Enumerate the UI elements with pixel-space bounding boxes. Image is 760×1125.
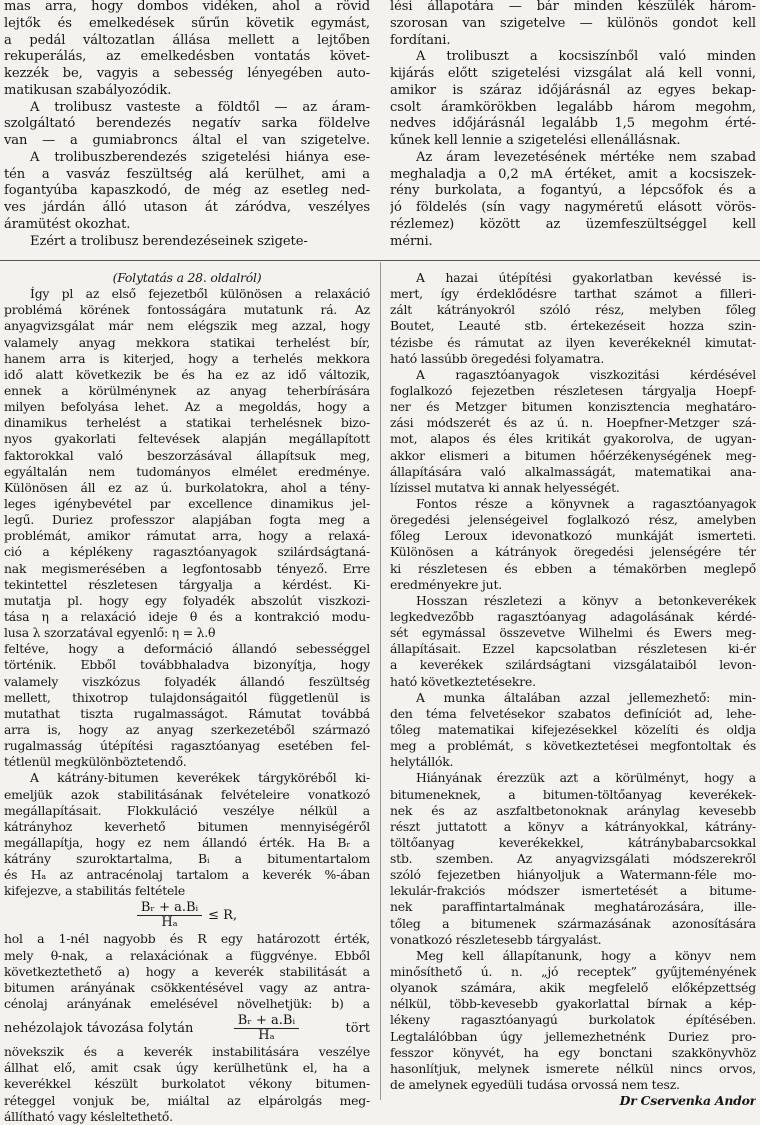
text-line: akkor elismeri a bitumen hőérzékenységének meg- [390,447,756,463]
text-line: lejtők és emelkedések sűrűn követik egymást, [4,15,370,31]
text-line: mutatja pl. hogy egy folyadék abszolút viszkozi- [4,592,370,608]
text-line: rekuperálás, az emelkedésben vontatás követ- [4,49,370,65]
text-line: nak megismerésében a legfontosabb tényező. Erre [4,560,370,576]
text-line: öregedési jelenségeivel foglalkozó rész, amelyben [390,512,756,528]
text-line: problémát, amikor rámutat arra, hogy a relaxá- [4,528,370,544]
text-line: milyen befolyása lehet. Az a megoldás, hogy a [4,399,370,415]
text-line: ható lassúbb öregedési folyamatra. [390,350,605,366]
text-line: van — a gumiabroncs által el van szigetelve. [4,133,370,148]
text-line: megállapításait. Flokkuláció veszélye nélkül a [4,802,370,818]
text-line: szorosan van szigetelve — különös gondot kell [390,15,756,31]
text-line: keverékkel készült burkolatot vékony bitumen- [4,1076,370,1092]
section-divider [0,260,760,261]
text-line: zált kátrányokról szóló rész, melyben főleg [390,302,756,318]
text-line: csolt áramkörökben legalább három megohm, [390,99,756,115]
text-line: Ezért a trolibusz berendezéseinek szigete- [30,233,308,249]
review-right-column [390,270,756,1109]
text-line: rézlemez) között az üzemfeszültséggel kell [390,216,756,232]
text-line: amikor is száraz időjárásnál az egyes bekap- [390,82,756,98]
text-line: de amelynek egyedüli tudása orvossá nem tesz. [390,1077,680,1093]
text-line: nek paraffintartalmának meghatározására, ille- [390,899,756,915]
text-line: ció a képlékeny ragasztóanyagok szilárdságtaná- [4,544,370,560]
text-line: bitumeneknek, a bitumen-töltőanyag keverékek- [390,786,756,802]
text-line: legkedvezőbb ragasztóanyag adagolásának kérdé- [390,608,756,624]
text-line: Hiányának érezzük azt a körülményt, hogy a [416,770,756,786]
text-line: fesszor könyvét, ha egy bonctani szakkönyvhöz [390,1044,756,1060]
text-line: hanem arra is kiterjed, hogy a terhelés mekkora [4,350,370,366]
text-line: ki részletesen és ebben a témakörben meglepő [390,560,756,576]
text-line: A munka általában azzal jellemezhető: min- [416,689,756,705]
text-line: meg a problémát, s következtetései megfontoltak és [390,738,756,754]
text-line: valamely viszkózus folyadék állandó feszültség [4,673,370,689]
text-line: anyagvizsgálat már nem elégszik meg azzal, hogy [4,318,370,334]
text-line: állapítására való alkalmasságát, matematikai ana- [390,463,756,479]
text-line: szolgáltató berendezés negatív sarka földelve [4,116,370,132]
text-line: bitumen arányának csökkentésével vagy az antra- [4,979,370,995]
text-line: helytállók. [390,754,454,770]
text-line: lékeny ragasztóanyagú burkolatok építésében. [390,1012,756,1028]
text-line: nek és az aszfaltbetonoknak aránylag kevesebb [390,802,756,818]
formula-numerator: Bᵣ + a.Bᵢ [234,1014,299,1029]
text-line: mely θ-nak, a relaxációnak a függvénye. Ebből [4,947,370,963]
formula-numerator: Bᵣ + a.Bᵢ [137,901,202,916]
review-left-column [4,270,370,1125]
text-line: ható következtetésekre. [390,673,536,689]
text-line: ner és Metzger bitumen konzisztencia meghatáro- [390,399,756,415]
text-line: állítható vagy késleltethető. [4,1108,173,1124]
text-line: részt juttatott a könyv a kátrányokkal, kátrány- [390,818,756,834]
text-line: matikusan szabályozódik. [4,82,172,98]
text-line: meghaladja a 0,2 mA értéket, amit a kocsiszek- [390,166,756,182]
text-line: arra is, hogy az anyag szerkezetéből származó [4,721,370,737]
text-line: szóló fejezetben hiányoljuk a Watermann-féle mo- [390,867,756,883]
text-line: rugalmasság útépítési ragasztóanyag esetében fel- [4,738,370,754]
formula-denominator: Hₐ [161,914,178,930]
text-line: jó földelés (sín vagy nagyméretű elásott vörös- [390,200,756,215]
text-line: fogantyúba kapaszkodó, de még az esetleg ned- [4,183,370,199]
text-line: rény burkolata, a fogantyú, a lépcsőfok és a [390,183,756,199]
text-line: sét egymással összevetve Wilhelmi és Ewers meg- [390,625,756,641]
article-top-right-column [390,0,756,250]
text-line: nélkül, több-kevesebb gyakorlattal bírnak a kép- [390,996,756,1012]
text-line: ves járdán álló utason át záródva, veszélyes [4,200,370,215]
text-line: A hazai útépítési gyakorlatban kevéssé is- [416,270,756,285]
text-line: vonatkozó részletesebb tárgyalást. [390,931,602,947]
text-line: következtethető a) hogy a keverék stabilitását a [4,963,370,979]
text-line: stb. szemben. Az anyagvizsgálati módszerekről [390,851,756,867]
text-line: Legtalálóbban úgy jellemezhetnénk Duriez pro- [390,1028,756,1044]
text-line: kűnek kell lennie a szigetelési ellenállásnak. [390,133,681,148]
text-line: Hosszan részletezi a könyv a betonkeverékek [416,592,756,608]
text-line: ennek a körülménynek az anyag teherbírására [4,382,370,398]
column-rule [380,262,381,1100]
text-line: lízissel mutatva ki annak helyességét. [390,479,620,495]
text-line: a pedál változatlan állása mellett a lejtőben [4,32,370,48]
text-line: főleg Leroux idevonatkozó munkáját ismerteti. [390,528,756,544]
text-line: legű. Duriez professzor alapjában fogta meg a [4,512,370,528]
text-line: kátrányhoz keverhető bitumen mennyiségéről [4,818,370,834]
text-line: mutathat tiszta rugalmasságot. Rámutat továbbá [4,705,370,721]
text-line: tőleg a bitumenek származásának azonosítására [390,915,756,931]
text-line: nyos gyakorlati feltevések alapján megállapított [4,431,370,447]
formula-rhs: ≤ R, [208,907,238,923]
formula-denominator: Hₐ [258,1027,275,1043]
text-line: kifejezve, a stabilitás feltétele [4,883,186,899]
text-line: mérni. [390,233,433,249]
text-line: mot, alapos és éles kritikát gyakorolva, de ugyan- [390,431,756,447]
text-line: tekintettel részletesen tárgyalja a kérdést. Ki- [4,576,370,592]
text-line: faktorokkal való beszorzásával állapítsuk meg, [4,447,370,463]
text-line: tézisbe és rámutat az ilyen keverékeknél kimutat- [390,334,756,350]
text-line: tén a vasváz feszültség alá kerülhet, ami a [4,166,370,182]
text-line: tőleg matematikai kifejezésekkel közelíti és oldja [390,721,756,737]
text-line: zási módszerét és az ú. n. Hoepfner-Metzger szá- [390,415,756,431]
text-line: Különösen áll ez az ú. burkolatokra, ahol a tény- [4,479,370,495]
text-line: A trolibuszberendezés szigetelési hiánya ese- [30,149,370,165]
text-line: fordítani. [390,32,451,48]
text-line: kijárás előtt szigetelési vizsgálat alá kell vonni, [390,66,756,81]
text-line: emeljük azok stabilitásának felvételeire vonatkozó [4,786,370,802]
text-line: kezzék be, vagyis a sebesség lényegében auto- [4,66,370,81]
text-line: tása η a relaxáció ideje θ és a kontrakció modu- [4,608,370,624]
formula-prefix: nehézolajok távozása folytán [4,1020,194,1036]
text-line: valamely anyag mekkora statikai terhelést bír, [4,334,370,350]
text-line: megállapítja, hogy ez nem állandó érték. Ha Bᵣ a [4,834,370,850]
text-line: Az áram levezetésének mértéke nem szabad [416,149,756,165]
text-line: olyanok számára, akik megfelelő előképzettség [390,980,756,996]
text-line: Fontos része a könyvnek a ragasztóanyagok [416,495,756,511]
text-line: hasonlítjuk, melynek ismerete nélkül nincs orvos, [390,1060,756,1076]
text-line: töltőanyag keverékekkel, kátránybabarcsokkal [390,834,756,850]
text-line: (Folytatás a 28. oldalról) [112,270,262,285]
text-line: feltéve, hogy a deformáció állandó sebességgel [4,641,370,657]
text-line: Meg kell állapítanunk, hogy a könyv nem [416,947,756,963]
text-line: nedves időjárásnál legalább 1,5 megohm érté- [390,116,756,132]
text-line: réteggel vonjuk be, miáltal az elpárolgás meg- [4,1092,370,1108]
text-line: leges igénybevétel par excellence dinamikus jel- [4,495,370,511]
text-line: A trolibusz vasteste a földtől — az áram- [30,99,370,115]
text-line: állapításait. Ezzel kapcsolatban részletesen ki-ér [390,641,756,657]
text-line: den téma felvetésekor szabatos definíciót ad, lehe- [390,705,756,721]
text-line: állhat elő, amit csak úgy kerülhetünk el, ha a [4,1060,370,1076]
text-line: a keverékek szilárdságtani vizsgálataiból levon- [390,657,756,673]
text-line: A kátrány-bitumen keverékek tárgyköréből ki- [30,770,370,786]
text-line: mellett, thixotrop tulajdonságaitól függetlenül is [4,689,370,705]
text-line: A ragasztóanyagok viszkozitási kérdésével [416,366,756,382]
text-line: növekszik és a keverék instabilitására veszélye [4,1044,370,1060]
text-line: és Hₐ az antracénolaj tartalom a keverék %-ában [4,867,370,883]
article-top-left-column [4,0,370,250]
text-line: dinamikus terhelést a statikai terhelésnek bizo- [4,415,370,431]
text-line: eredményekre jut. [390,576,502,592]
text-line: mert, így érdeklődésre tarthat számot a filleri- [390,286,756,302]
text-line: idő alatt következik be és ha ez az idő változik, [4,366,370,382]
text-line: hol a 1-nél nagyobb és R egy határozott érték, [4,931,370,947]
text-line: egyáltalán nem tudományos elmélet eredménye. [4,463,370,479]
text-line: lési állapotára — bár minden készülék három- [390,0,756,14]
text-line: Így pl az első fejezetből különösen a relaxáció [30,286,370,302]
text-line: Boutet, Leauté stb. értekezéseit hozza szin- [390,318,756,334]
formula-suffix: tört [345,1020,370,1036]
text-line: cénolaj arányának emelésével növelhetjük: b) a [4,996,370,1012]
text-line: A trolibuszt a kocsiszínből való minden [416,49,756,65]
text-line: problémá körének fontosságára mutatunk rá. Az [4,302,370,318]
stability-formula [4,899,370,931]
text-line: áramütést okozhat. [4,216,131,232]
text-line: mas arra, hogy dombos vidéken, ahol a rövid [4,0,370,14]
text-line: lusa λ szorzatával egyenlő: η = λ.θ [4,625,216,641]
text-line: kátrány szuroktartalma, Bᵢ a bitumentartalom [4,851,370,867]
text-line: foglalkozó fejezetben részletesen tárgyalja Hoepf- [390,382,756,398]
text-line: Különösen a kátrányok öregedési jelenségére tér [390,544,756,560]
text-line: tétlenül megkülönböztetendő. [4,754,187,770]
text-line: lekulár-frakciós módszer ismertetését a bitume- [390,883,756,899]
author-signature: Dr Cservenka Andor [619,1093,756,1109]
text-line: minősíthető ú. n. „jó receptek” gyűjteményének [390,964,756,980]
text-line: történik. Ebből továbbhaladva bizonyítja, hogy [4,657,370,673]
ratio-formula [4,1012,370,1044]
